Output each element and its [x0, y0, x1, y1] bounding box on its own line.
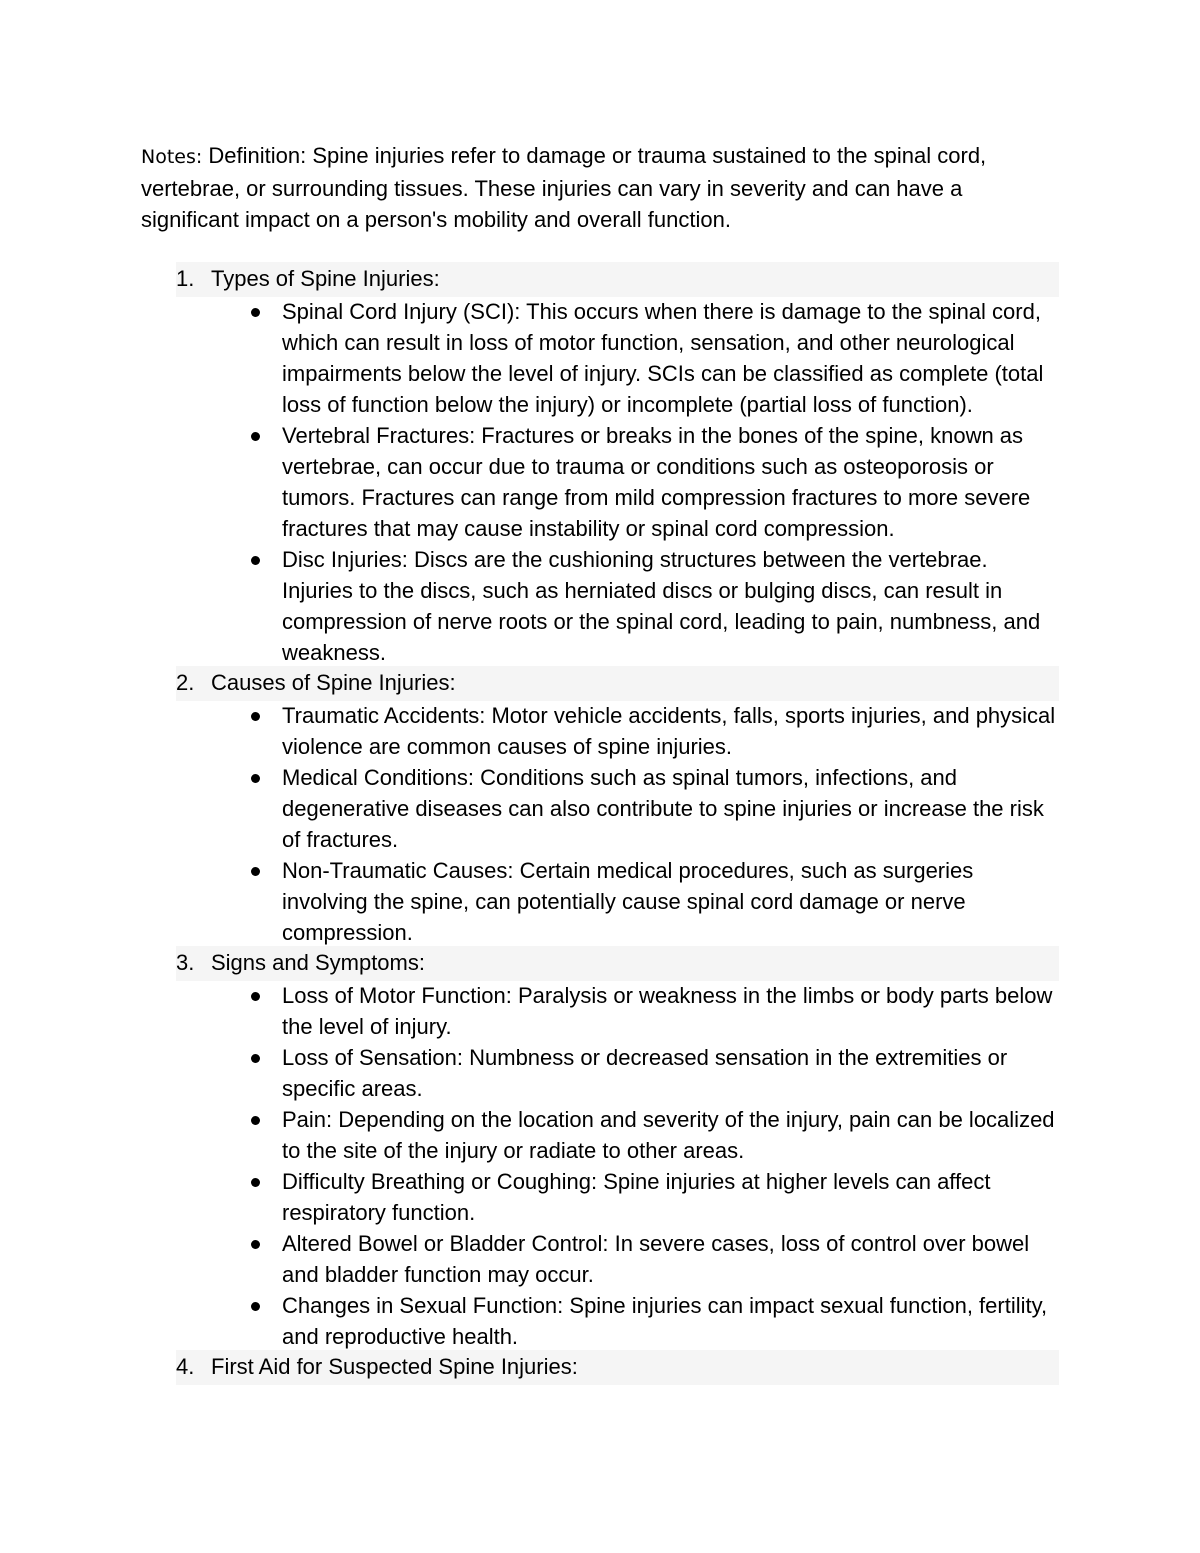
section-heading — [176, 946, 1059, 981]
section — [141, 946, 1061, 1352]
list-item-text: Loss of Motor Function: Paralysis or weakness in the limbs or body parts below the level of injury. — [282, 983, 1053, 1039]
list-item-text: Medical Conditions: Conditions such as spinal tumors, infections, and degenerative diseases can also contribute to spine injuries or increase the risk of fractures. — [282, 765, 1044, 852]
bullet-icon — [251, 992, 260, 1001]
list-item-text: Loss of Sensation: Numbness or decreased sensation in the extremities or specific areas. — [282, 1045, 1008, 1101]
list-item-text: Spinal Cord Injury (SCI): This occurs when there is damage to the spinal cord, which can result in loss of motor function, sensation, and other neurological impairments below the level of injury. SCIs can be classified as complete (total loss of function below the injury) or incomplete (partial loss of function). — [282, 299, 1044, 417]
section-title: First Aid for Suspected Spine Injuries: — [211, 1354, 578, 1379]
list-item — [282, 1104, 1062, 1166]
section-number: 3. — [176, 950, 195, 975]
list-item — [282, 1228, 1062, 1290]
notes-label: Notes: — [141, 146, 203, 168]
section — [141, 666, 1061, 948]
section-heading — [176, 1350, 1059, 1385]
list-item — [282, 1042, 1062, 1104]
bullet-icon — [251, 308, 260, 317]
section — [141, 1350, 1061, 1385]
list-item — [282, 980, 1062, 1042]
list-item — [282, 296, 1062, 420]
list-item-text: Difficulty Breathing or Coughing: Spine injuries at higher levels can affect respiratory function. — [282, 1169, 991, 1225]
bullet-icon — [251, 774, 260, 783]
list-item — [282, 700, 1062, 762]
section-number: 2. — [176, 670, 195, 695]
section-heading — [176, 262, 1059, 297]
list-item-text: Non-Traumatic Causes: Certain medical procedures, such as surgeries involving the spine, can potentially cause spinal cord damage or nerve compression. — [282, 858, 974, 945]
section-number: 4. — [176, 1354, 195, 1379]
document-body — [141, 140, 1061, 1384]
list-item — [282, 855, 1062, 948]
intro-paragraph — [141, 140, 1061, 235]
bullet-icon — [251, 432, 260, 441]
section-list — [141, 262, 1061, 1385]
list-item-text: Changes in Sexual Function: Spine injuries can impact sexual function, fertility, and reproductive health. — [282, 1293, 1048, 1349]
list-item — [282, 544, 1062, 668]
list-item-text: Altered Bowel or Bladder Control: In severe cases, loss of control over bowel and bladder function may occur. — [282, 1231, 1030, 1287]
section — [141, 262, 1061, 668]
bullet-icon — [251, 1054, 260, 1063]
list-item-text: Pain: Depending on the location and severity of the injury, pain can be localized to the site of the injury or radiate to other areas. — [282, 1107, 1055, 1163]
bullet-icon — [251, 1302, 260, 1311]
bullet-icon — [251, 1116, 260, 1125]
list-item — [282, 762, 1062, 855]
list-item — [282, 1290, 1062, 1352]
bullet-icon — [251, 1178, 260, 1187]
bullet-list — [141, 980, 1061, 1352]
section-title: Signs and Symptoms: — [211, 950, 425, 975]
section-title: Causes of Spine Injuries: — [211, 670, 456, 695]
bullet-list — [141, 700, 1061, 948]
section-title: Types of Spine Injuries: — [211, 266, 440, 291]
list-item — [282, 1166, 1062, 1228]
list-item-text: Traumatic Accidents: Motor vehicle accidents, falls, sports injuries, and physical violence are common causes of spine injuries. — [282, 703, 1056, 759]
list-item-text: Vertebral Fractures: Fractures or breaks in the bones of the spine, known as vertebrae, can occur due to trauma or conditions such as osteoporosis or tumors. Fractures can range from mild compression fractures to more severe fractures that may cause instability or spinal cord compression. — [282, 423, 1031, 541]
bullet-list — [141, 296, 1061, 668]
bullet-icon — [251, 712, 260, 721]
section-heading — [176, 666, 1059, 701]
bullet-icon — [251, 1240, 260, 1249]
definition-text: Definition: Spine injuries refer to damage or trauma sustained to the spinal cord, vertebrae, or surrounding tissues. These injuries can vary in severity and can have a significant impact on a person's mobility and overall function. — [141, 143, 987, 232]
list-item — [282, 420, 1062, 544]
section-number: 1. — [176, 266, 195, 291]
bullet-icon — [251, 867, 260, 876]
bullet-icon — [251, 556, 260, 565]
list-item-text: Disc Injuries: Discs are the cushioning structures between the vertebrae. Injuries to the discs, such as herniated discs or bulging discs, can result in compression of nerve roots or the spinal cord, leading to pain, numbness, and weakness. — [282, 547, 1041, 665]
